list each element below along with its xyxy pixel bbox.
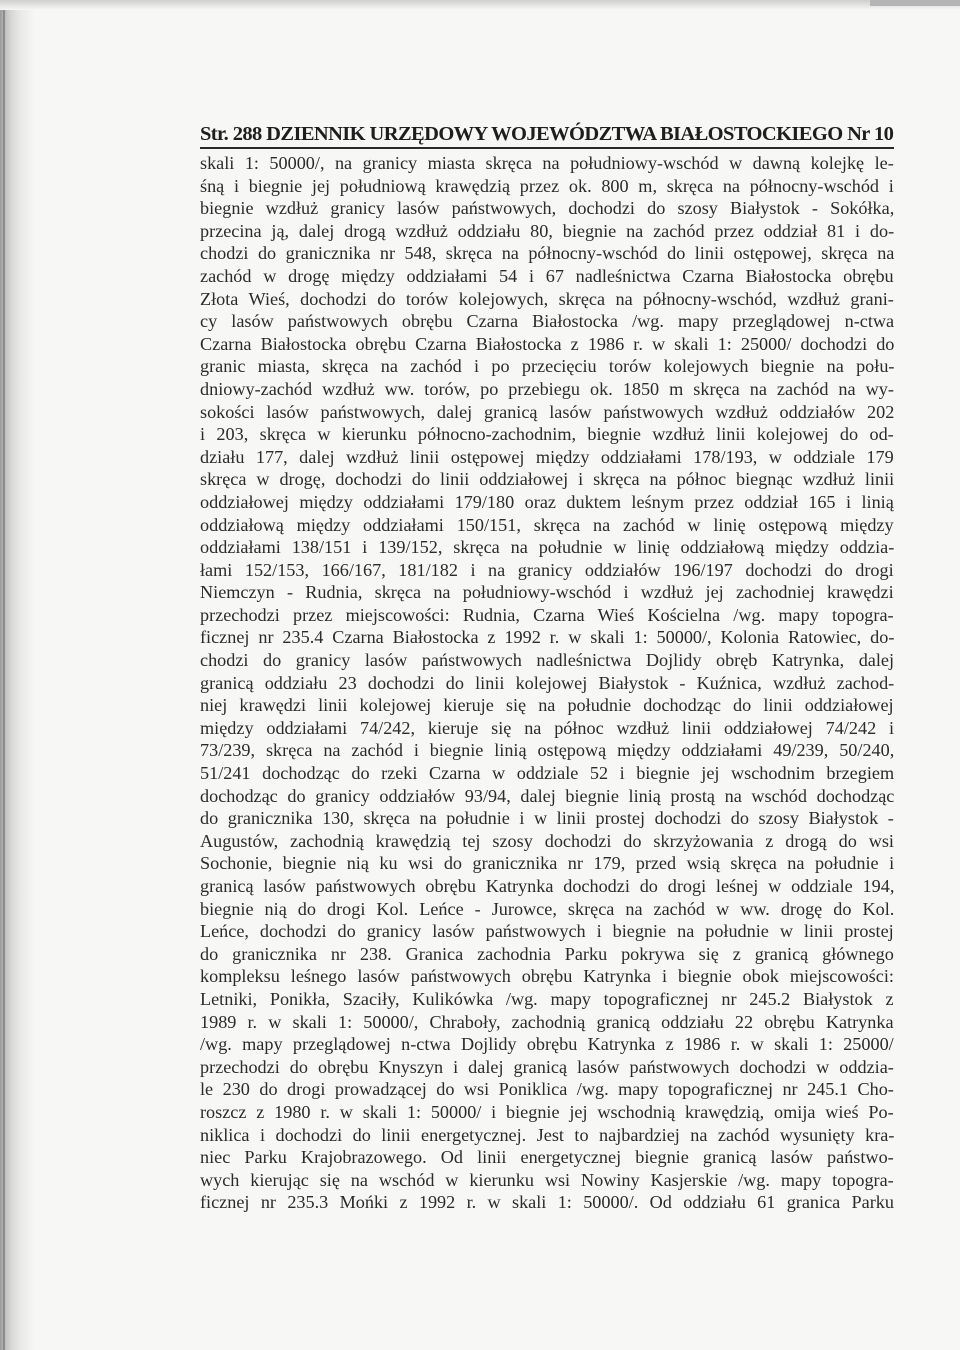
text-line: granicą oddziału 23 dochodzi do linii kolejowej Białystok - Kuźnica, wzdłuż zachod- — [200, 672, 895, 693]
text-line: łami 152/153, 166/167, 181/182 i na granicy oddziałów 196/197 dochodzi do drogi — [200, 559, 894, 580]
text-line: 1989 r. w skali 1: 50000/, Chraboły, zachodnią granicą oddziału 22 obrębu Katrynka — [200, 1011, 894, 1032]
body-text — [200, 152, 894, 1214]
text-line: niec Parku Krajobrazowego. Od linii energetycznej biegnie granicą lasów państwo- — [200, 1147, 894, 1168]
text-line: oddziałową między oddziałami 150/151, skręca na zachód w linię ostępową między — [200, 514, 894, 535]
text-line: Leńce, dochodzi do granicy lasów państwowych i biegnie na południe w linii prostej — [200, 921, 894, 942]
text-line: Czarna Białostocka obrębu Czarna Białostocka z 1986 r. w skali 1: 25000/ dochodzi do — [200, 333, 895, 354]
text-line: Augustów, zachodnią krawędzią tej szosy dochodzi do skrzyżowania z drogą do wsi — [200, 830, 894, 851]
binding-edge — [3, 0, 5, 1350]
text-line: le 230 do drogi prowadzącej do wsi Poniklica /wg. mapy topograficznej nr 245.1 Cho- — [200, 1079, 894, 1100]
text-line: dniowy-zachód wzdłuż ww. torów, po przebiegu ok. 1850 m skręca na zachód na wy- — [200, 378, 894, 399]
text-line: granic miasta, skręca na zachód i po przecięciu torów kolejowych biegnie na połu- — [200, 356, 895, 377]
text-line: /wg. mapy przeglądowej n-ctwa Dojlidy obrębu Katrynka z 1986 r. w skali 1: 25000/ — [200, 1034, 894, 1055]
text-line: kompleksu leśnego lasów państwowych obrębu Katrynka i biegnie obok miejscowości: — [200, 966, 894, 987]
scan-top-edge — [0, 0, 960, 10]
text-line: ficznej nr 235.3 Mońki z 1992 r. w skali 1: 50000/. Od oddziału 61 granica Parku — [200, 1192, 894, 1213]
text-line: Niemczyn - Rudnia, skręca na południowy-wschód i wzdłuż jej zachodniej krawędzi — [200, 582, 894, 603]
text-line: Letniki, Ponikła, Szaciły, Kulikówka /wg. mapy topograficznej nr 245.2 Białystok z — [200, 988, 894, 1009]
text-line: przechodzi przez miejscowości: Rudnia, Czarna Wieś Kościelna /wg. mapy topogra- — [200, 604, 894, 625]
text-line: roszcz z 1980 r. w skali 1: 50000/ i biegnie jej wschodnią krawędzią, omija wieś Po- — [200, 1101, 894, 1122]
text-line: do granicznika 130, skręca na południe i w linii prostej dochodzi do szosy Białystok - — [200, 808, 894, 829]
text-line: biegnie nią do drogi Kol. Leńce - Jurowce, skręca na zachód w ww. drogę do Kol. — [200, 898, 895, 919]
text-line: Sochonie, biegnie nią ku wsi do granicznika nr 179, przed wsią skręca na południe i — [200, 853, 895, 874]
scan-top-right-edge — [870, 0, 960, 6]
text-line: oddziałami 138/151 i 139/152, skręca na południe w linię oddziałową między oddzia- — [200, 537, 895, 558]
text-line: niklica i dochodzi do linii energetycznej. Jest to najbardziej na zachód wysunięty kra- — [200, 1124, 895, 1145]
header-rule — [200, 147, 894, 149]
text-line: 73/239, skręca na zachód i biegnie linią ostępową między oddziałami 49/239, 50/240, — [200, 740, 895, 761]
text-line: między oddziałami 74/242, kieruje się na północ wzdłuż linii oddziałowej 74/242 i — [200, 717, 895, 738]
page-header: Str. 288 DZIENNIK URZĘDOWY WOJEWÓDZTWA BIAŁOSTOCKIEGO Nr 10 — [200, 123, 894, 145]
text-line: wych kierując się na wschód w kierunku wsi Nowiny Kasjerskie /wg. mapy topogra- — [200, 1169, 894, 1190]
text-line: 51/241 dochodząc do rzeki Czarna w oddziale 52 i biegnie jej wschodnim brzegiem — [200, 763, 895, 784]
text-line: biegnie wzdłuż granicy lasów państwowych, dochodzi do szosy Białystok - Sokółka, — [200, 198, 895, 219]
text-line: śną i biegnie jej południową krawędzią przez ok. 800 m, skręca na północny-wschód i — [200, 175, 894, 196]
text-line: Złota Wieś, dochodzi do torów kolejowych, skręca na północny-wschód, wzdłuż grani- — [200, 288, 894, 309]
text-line: skali 1: 50000/, na granicy miasta skręca na południowy-wschód w dawną kolejkę le- — [200, 153, 894, 173]
text-line: chodzi do granicznika nr 548, skręca na północny-wschód do linii ostępowej, skręca na — [200, 243, 895, 264]
text-line: przechodzi do obrębu Knyszyn i dalej granicą lasów państwowych dochodzi w oddzia- — [200, 1056, 894, 1077]
text-line: do granicznika nr 238. Granica zachodnia Parku pokrywa się z granicą głównego — [200, 943, 894, 964]
text-line: granicą lasów państwowych obrębu Katrynka dochodzi do drogi leśnej w oddziale 194, — [200, 876, 895, 896]
text-line: skręca w drogę, dochodzi do linii oddziałowej i skręca na północ biegnąc wzdłuż linii — [200, 469, 895, 490]
text-line: sokości lasów państwowych, dalej granicą lasów państwowych wzdłuż oddziałów 202 — [200, 401, 895, 422]
text-line: chodzi do granicy lasów państwowych nadleśnictwa Dojlidy obręb Katrynka, dalej — [200, 650, 895, 671]
text-line: zachód w drogę między oddziałami 54 i 67 nadleśnictwa Czarna Białostocka obrębu — [200, 265, 894, 286]
text-line: oddziałowej między oddziałami 179/180 oraz duktem leśnym przez oddział 165 i linią — [200, 491, 894, 512]
text-line: przecina ją, dalej drogą wzdłuż oddziału 80, biegnie na zachód przez oddział 81 i do- — [200, 220, 895, 241]
text-line: i 203, skręca w kierunku północno-zachodnim, biegnie wzdłuż linii kolejowej do od- — [200, 424, 894, 445]
text-line: ficznej nr 235.4 Czarna Białostocka z 1992 r. w skali 1: 50000/, Kolonia Ratowiec, do- — [200, 627, 895, 648]
text-line: niej krawędzi linii kolejowej kieruje się na południe dochodząc do linii oddziałowej — [200, 695, 894, 716]
text-line: dochodząc do granicy oddziałów 93/94, dalej biegnie linią prostą na wschód dochodząc — [200, 785, 895, 806]
text-line: działu 177, dalej wzdłuż linii ostępowej między oddziałami 178/193, w oddziale 179 — [200, 446, 894, 467]
text-line: cy lasów państwowych obrębu Czarna Białostocka /wg. mapy przeglądowej n-ctwa — [200, 311, 895, 332]
book-binding-shadow — [0, 0, 34, 1350]
